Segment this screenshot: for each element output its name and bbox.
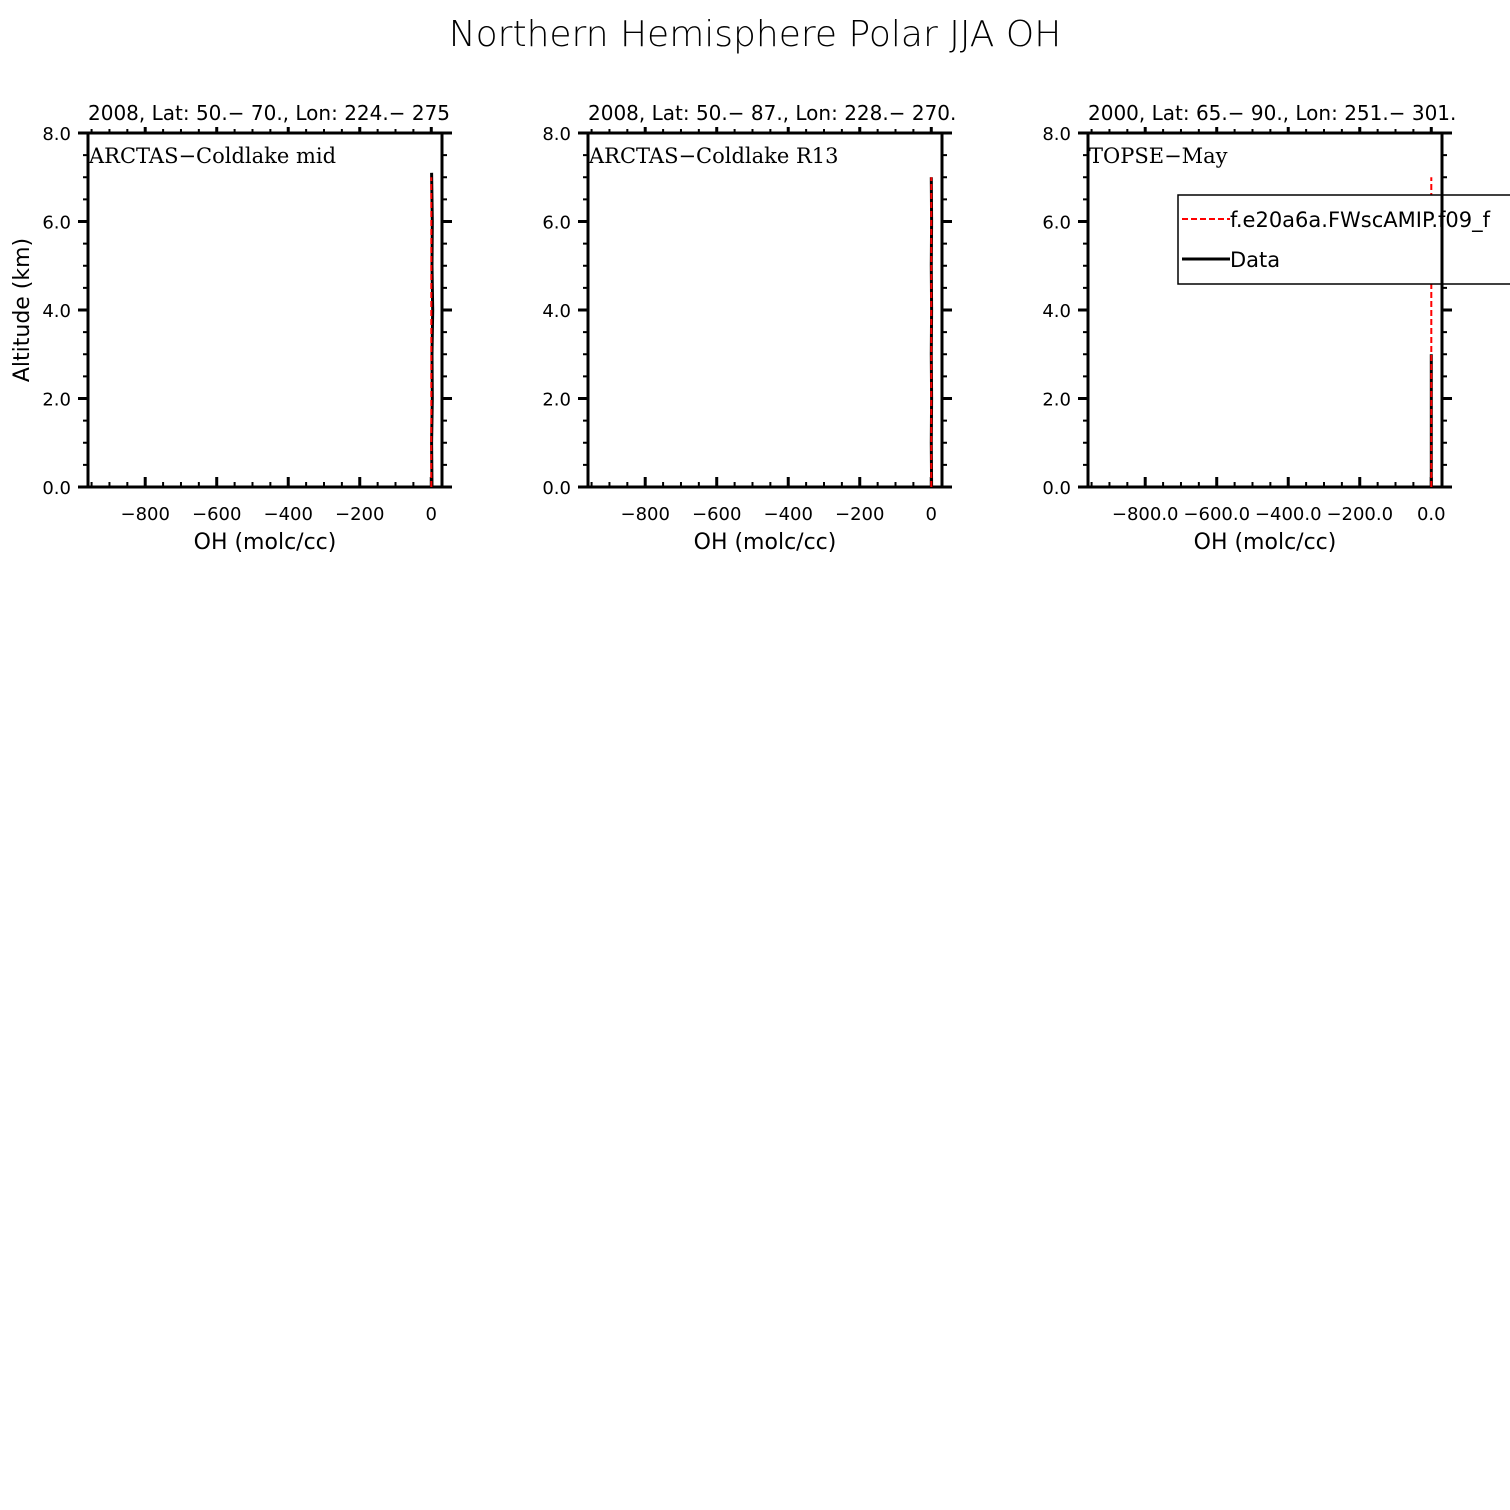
x-tick-label: −400 [763,504,813,525]
x-tick-label: −600 [192,504,242,525]
y-tick-label: 8.0 [42,124,71,145]
panel-label: ARCTAS−Coldlake mid [89,144,337,168]
x-tick-label: −800 [120,504,170,525]
y-tick-label: 2.0 [1042,389,1071,411]
legend [1178,195,1510,284]
panel-header: 2008, Lat: 50.− 70., Lon: 224.− 275 [88,101,451,125]
y-tick-label: 6.0 [542,212,571,234]
x-tick-label: −400 [263,504,313,525]
y-tick-label: 8.0 [1042,124,1071,145]
panel-label: TOPSE−May [1089,144,1228,168]
x-tick-label: 0.0 [1416,504,1446,525]
panel-label: ARCTAS−Coldlake R13 [589,144,839,168]
x-axis-label: OH (molc/cc) [193,530,337,555]
y-tick-label: 6.0 [1042,212,1071,234]
legend-label: Data [1230,248,1281,272]
x-tick-label: 0 [925,504,937,525]
panel-header: 2000, Lat: 65.− 90., Lon: 251.− 301. [1088,101,1457,125]
y-tick-label: 4.0 [42,301,71,322]
y-tick-label: 0.0 [1042,478,1071,499]
x-tick-label: −200 [335,504,385,525]
x-axis-label: OH (molc/cc) [1193,530,1337,555]
y-tick-label: 4.0 [1042,301,1071,322]
y-tick-label: 4.0 [542,301,571,322]
y-tick-label: 2.0 [542,389,571,411]
x-tick-label: 0 [425,504,437,525]
x-tick-label: −200 [835,504,885,525]
y-tick-label: 0.0 [542,478,571,499]
x-tick-label: −200.0 [1326,504,1394,525]
legend-label: f.e20a6a.FWscAMIP.f09_f [1230,208,1491,232]
y-tick-label: 0.0 [42,478,71,499]
y-tick-label: 8.0 [542,124,571,145]
y-tick-label: 6.0 [42,212,71,234]
x-tick-label: −800 [620,504,670,525]
x-tick-label: −600.0 [1183,504,1251,525]
x-tick-label: −400.0 [1254,504,1322,525]
x-tick-label: −600 [692,504,742,525]
figure-title: Northern Hemisphere Polar JJA OH [448,14,1062,55]
y-axis-label: Altitude (km) [10,237,35,383]
x-axis-label: OH (molc/cc) [693,530,837,555]
panel-header: 2008, Lat: 50.− 87., Lon: 228.− 270. [588,101,957,125]
x-tick-label: −800.0 [1111,504,1179,525]
y-tick-label: 2.0 [42,389,71,411]
